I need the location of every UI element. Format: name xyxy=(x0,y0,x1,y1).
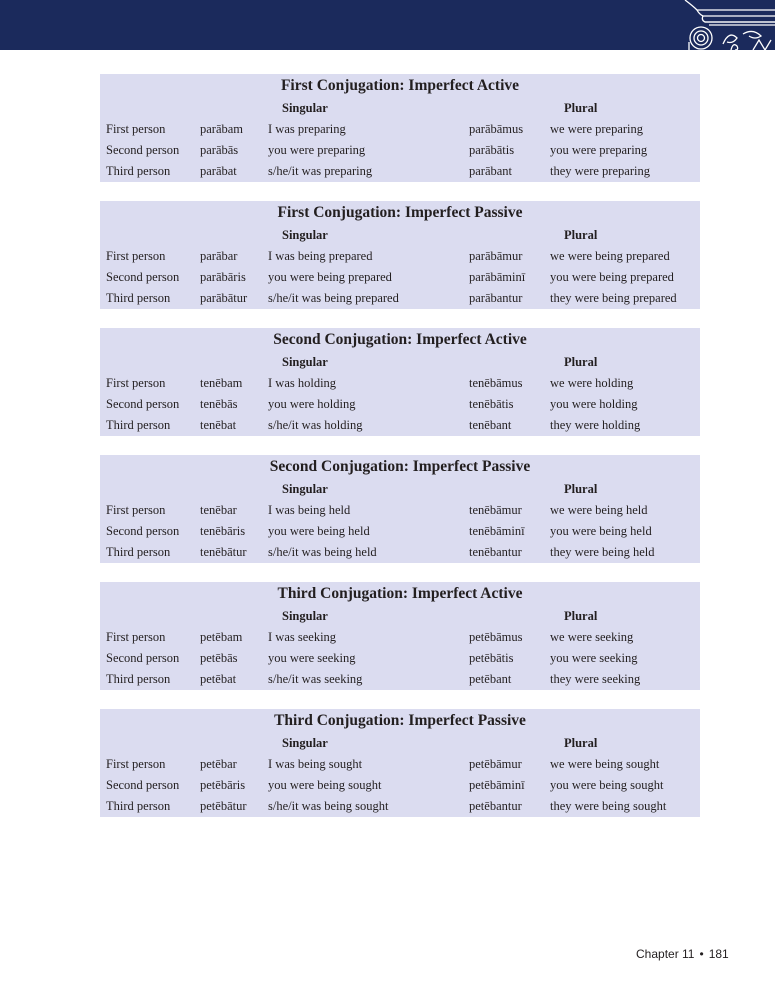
footer-separator: • xyxy=(699,947,704,961)
singular-header: Singular xyxy=(282,228,328,242)
table-row xyxy=(100,376,700,397)
plural-meaning: we were being sought xyxy=(550,757,660,771)
singular-form: parābātur xyxy=(200,291,248,305)
person-label: Second person xyxy=(106,778,180,792)
singular-meaning: you were being prepared xyxy=(268,270,392,284)
chapter-label: Chapter 11 xyxy=(636,947,695,961)
plural-meaning: they were holding xyxy=(550,418,641,432)
table-row xyxy=(100,164,700,185)
singular-header: Singular xyxy=(282,482,328,496)
conjugation-tables xyxy=(100,74,700,836)
singular-meaning: you were holding xyxy=(268,397,356,411)
singular-header: Singular xyxy=(282,736,328,750)
plural-form: petēbāminī xyxy=(469,778,525,792)
singular-form: petēbāris xyxy=(200,778,246,792)
table-title: First Conjugation: Imperfect Passive xyxy=(277,204,523,221)
singular-form: petēbātur xyxy=(200,799,247,813)
table-row xyxy=(100,249,700,270)
person-label: Second person xyxy=(106,270,180,284)
singular-header: Singular xyxy=(282,355,328,369)
singular-meaning: s/he/it was seeking xyxy=(268,672,363,686)
person-label: First person xyxy=(106,122,166,136)
table-row xyxy=(100,397,700,418)
singular-meaning: s/he/it was preparing xyxy=(268,164,373,178)
plural-form: petēbāmus xyxy=(469,630,523,644)
table-row xyxy=(100,122,700,143)
singular-form: petēbar xyxy=(200,757,237,771)
plural-form: petēbantur xyxy=(469,799,522,813)
plural-form: parābantur xyxy=(469,291,523,305)
table-row xyxy=(100,630,700,651)
singular-header: Singular xyxy=(282,609,328,623)
table-row xyxy=(100,778,700,799)
table-row xyxy=(100,545,700,566)
table-row xyxy=(100,503,700,524)
person-label: Second person xyxy=(106,143,180,157)
plural-meaning: they were being prepared xyxy=(550,291,677,305)
plural-form: petēbātis xyxy=(469,651,514,665)
singular-meaning: you were seeking xyxy=(268,651,356,665)
table-row xyxy=(100,270,700,291)
person-label: Third person xyxy=(106,418,171,432)
plural-meaning: you were holding xyxy=(550,397,638,411)
person-label: First person xyxy=(106,249,166,263)
singular-meaning: I was seeking xyxy=(268,630,337,644)
plural-form: petēbāmur xyxy=(469,757,522,771)
singular-meaning: I was being prepared xyxy=(268,249,373,263)
plural-meaning: we were seeking xyxy=(550,630,634,644)
conjugation-table xyxy=(100,74,700,182)
singular-meaning: s/he/it was being held xyxy=(268,545,377,559)
plural-header: Plural xyxy=(564,355,598,369)
person-label: First person xyxy=(106,376,166,390)
singular-meaning: s/he/it was being sought xyxy=(268,799,389,813)
table-row xyxy=(100,291,700,312)
plural-header: Plural xyxy=(564,482,598,496)
singular-form: petēbat xyxy=(200,672,237,686)
plural-form: tenēbāmus xyxy=(469,376,523,390)
table-title: Second Conjugation: Imperfect Passive xyxy=(269,458,531,475)
plural-meaning: we were preparing xyxy=(550,122,644,136)
plural-meaning: you were being held xyxy=(550,524,652,538)
table-title: Second Conjugation: Imperfect Active xyxy=(273,331,527,348)
plural-meaning: we were being held xyxy=(550,503,648,517)
singular-form: parābāris xyxy=(200,270,246,284)
ionic-column-capital-icon xyxy=(683,0,775,50)
plural-form: parābāmus xyxy=(469,122,524,136)
singular-header: Singular xyxy=(282,101,328,115)
plural-meaning: we were holding xyxy=(550,376,634,390)
person-label: Third person xyxy=(106,672,171,686)
person-label: First person xyxy=(106,630,166,644)
plural-header: Plural xyxy=(564,228,598,242)
table-row xyxy=(100,524,700,545)
singular-form: tenēbar xyxy=(200,503,237,517)
singular-meaning: you were preparing xyxy=(268,143,366,157)
singular-form: tenēbātur xyxy=(200,545,247,559)
singular-meaning: you were being held xyxy=(268,524,370,538)
singular-form: parābam xyxy=(200,122,244,136)
plural-meaning: you were being sought xyxy=(550,778,664,792)
plural-header: Plural xyxy=(564,609,598,623)
conjugation-table xyxy=(100,709,700,817)
singular-form: tenēbam xyxy=(200,376,243,390)
singular-meaning: I was holding xyxy=(268,376,337,390)
page-footer xyxy=(636,947,729,961)
table-row xyxy=(100,799,700,820)
table-row xyxy=(100,418,700,439)
person-label: First person xyxy=(106,503,166,517)
conjugation-table xyxy=(100,328,700,436)
person-label: Third person xyxy=(106,291,171,305)
plural-meaning: you were preparing xyxy=(550,143,648,157)
person-label: Second person xyxy=(106,651,180,665)
plural-form: parābāmur xyxy=(469,249,523,263)
plural-form: parābant xyxy=(469,164,513,178)
singular-form: parābās xyxy=(200,143,239,157)
singular-meaning: you were being sought xyxy=(268,778,382,792)
singular-meaning: I was being held xyxy=(268,503,351,517)
singular-form: tenēbāris xyxy=(200,524,246,538)
conjugation-table xyxy=(100,201,700,309)
conjugation-table xyxy=(100,582,700,690)
person-label: Third person xyxy=(106,164,171,178)
plural-meaning: they were preparing xyxy=(550,164,650,178)
person-label: Third person xyxy=(106,799,171,813)
singular-form: tenēbat xyxy=(200,418,237,432)
singular-meaning: s/he/it was being prepared xyxy=(268,291,399,305)
table-title: First Conjugation: Imperfect Active xyxy=(280,77,520,94)
singular-meaning: I was being sought xyxy=(268,757,363,771)
singular-meaning: s/he/it was holding xyxy=(268,418,363,432)
person-label: First person xyxy=(106,757,166,771)
singular-form: petēbās xyxy=(200,651,238,665)
plural-meaning: they were seeking xyxy=(550,672,641,686)
singular-form: tenēbās xyxy=(200,397,238,411)
table-title: Third Conjugation: Imperfect Passive xyxy=(274,712,526,729)
plural-meaning: they were being held xyxy=(550,545,655,559)
page-number: 181 xyxy=(708,947,729,961)
plural-form: tenēbantur xyxy=(469,545,522,559)
table-row xyxy=(100,651,700,672)
singular-meaning: I was preparing xyxy=(268,122,346,136)
person-label: Second person xyxy=(106,397,180,411)
table-row xyxy=(100,672,700,693)
plural-header: Plural xyxy=(564,736,598,750)
plural-form: petēbant xyxy=(469,672,512,686)
table-title: Third Conjugation: Imperfect Active xyxy=(277,585,523,602)
plural-form: parābātis xyxy=(469,143,515,157)
plural-meaning: you were seeking xyxy=(550,651,638,665)
table-row xyxy=(100,143,700,164)
plural-form: tenēbātis xyxy=(469,397,514,411)
table-row xyxy=(100,757,700,778)
person-label: Third person xyxy=(106,545,171,559)
person-label: Second person xyxy=(106,524,180,538)
plural-form: tenēbāmur xyxy=(469,503,522,517)
header-band xyxy=(0,0,775,50)
plural-form: tenēbāminī xyxy=(469,524,525,538)
plural-form: parābāminī xyxy=(469,270,526,284)
conjugation-table xyxy=(100,455,700,563)
plural-form: tenēbant xyxy=(469,418,512,432)
plural-meaning: we were being prepared xyxy=(550,249,670,263)
plural-header: Plural xyxy=(564,101,598,115)
singular-form: petēbam xyxy=(200,630,243,644)
plural-meaning: you were being prepared xyxy=(550,270,674,284)
singular-form: parābat xyxy=(200,164,237,178)
plural-meaning: they were being sought xyxy=(550,799,667,813)
singular-form: parābar xyxy=(200,249,238,263)
